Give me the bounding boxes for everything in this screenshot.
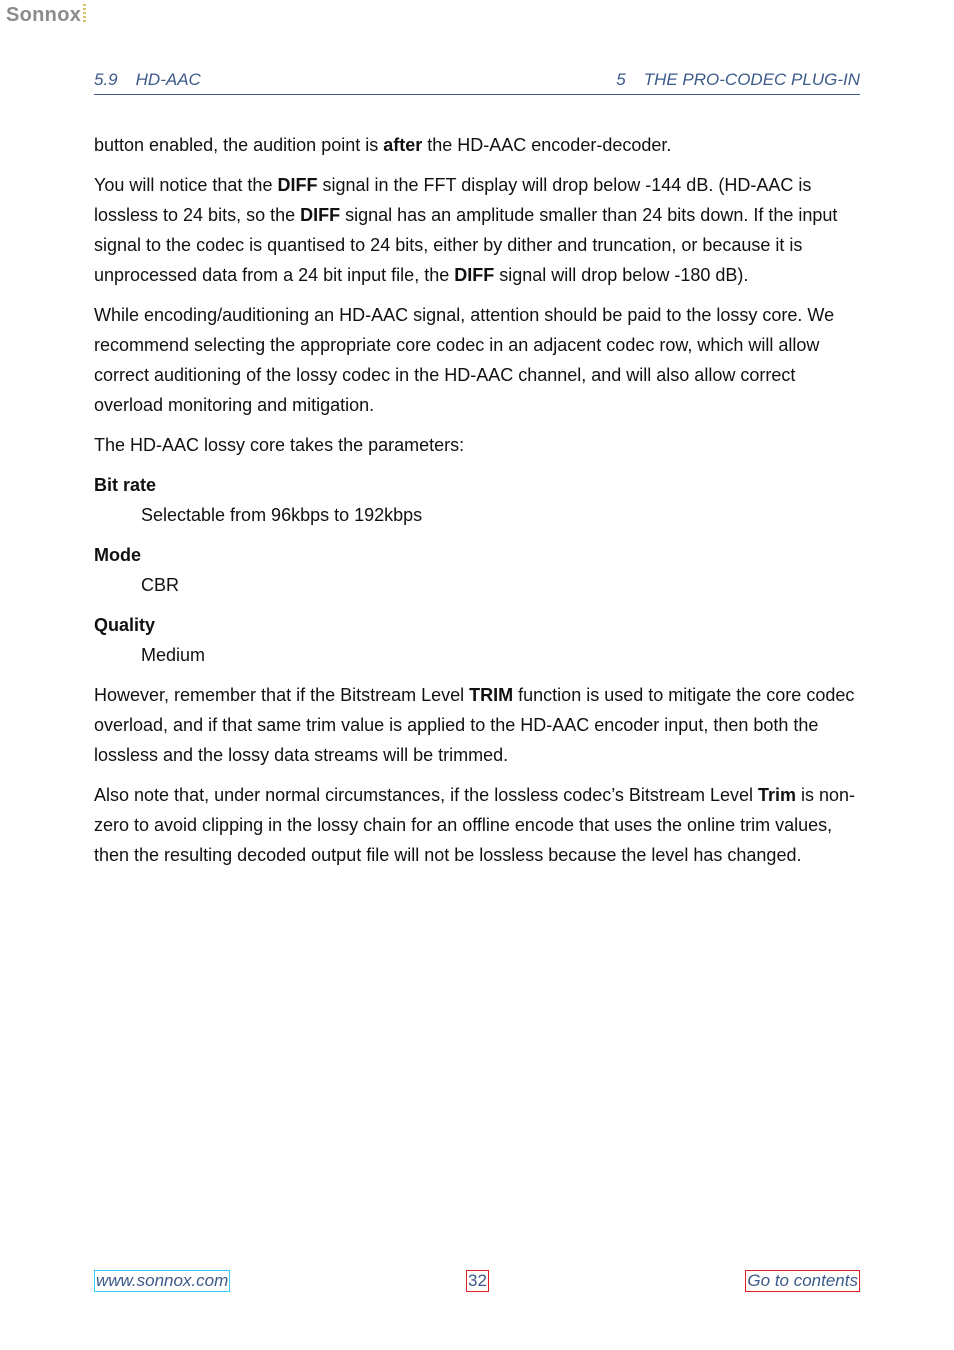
- logo-bars-icon: [83, 4, 86, 24]
- page-number-link[interactable]: 32: [468, 1271, 487, 1290]
- header-section: [94, 70, 201, 90]
- chapter-number: 5: [616, 70, 626, 89]
- param-term-mode: Mode: [94, 545, 141, 565]
- chapter-title: THE PRO-CODEC PLUG-IN: [643, 70, 860, 89]
- param-value-bit-rate: Selectable from 96kbps to 192kbps: [141, 505, 423, 525]
- section-title: HD-AAC: [135, 70, 201, 89]
- page-header: [94, 70, 860, 95]
- section-number: 5.9: [94, 70, 118, 89]
- paragraph-diff-signal: You will notice that the DIFF signal in the FFT display will drop below -144 dB. (HD-AAC is lossless to 24 bits, so the DIFF signal has an amplitude smaller than 24 bits down. If the input signal to the codec is quantised to 24 bits, either by dither and truncation, or because it is unprocessed data from a 24 bit input file, the DIFF signal will drop below -180 dB).: [94, 175, 838, 285]
- logo-text: Sonnox: [6, 4, 82, 26]
- header-chapter: [616, 70, 860, 90]
- page-footer: [94, 1270, 860, 1292]
- sonnox-logo: [6, 4, 86, 27]
- contents-link[interactable]: Go to contents: [747, 1271, 858, 1290]
- paragraph-lossless-trim: Also note that, under normal circumstances, if the lossless codec’s Bitstream Level Trim is non-zero to avoid clipping in the lossy chain for an offline encode that uses the online trim values, then the resulting decoded output file will not be lossless because the level has changed.: [94, 785, 856, 865]
- param-value-mode: CBR: [141, 575, 180, 595]
- param-term-quality: Quality: [94, 615, 156, 635]
- paragraph-lossy-core: While encoding/auditioning an HD-AAC signal, attention should be paid to the lossy core. We recommend selecting the appropriate core codec in an adjacent codec row, which will allow correct auditioning of the lossy codec in the HD-AAC channel, and will also allow correct overload monitoring and mitigation.: [94, 305, 835, 415]
- website-link[interactable]: www.sonnox.com: [96, 1271, 229, 1290]
- param-value-quality: Medium: [141, 645, 206, 665]
- paragraph-parameters-intro: The HD-AAC lossy core takes the parameters:: [94, 435, 465, 455]
- page-content: [94, 130, 866, 880]
- paragraph-trim-function: However, remember that if the Bitstream Level TRIM function is used to mitigate the core codec overload, and if that same trim value is applied to the HD-AAC encoder input, then both the lossless and the lossy data streams will be trimmed.: [94, 685, 855, 765]
- paragraph-audition-point: button enabled, the audition point is after the HD-AAC encoder-decoder.: [94, 135, 672, 155]
- param-term-bit-rate: Bit rate: [94, 475, 157, 495]
